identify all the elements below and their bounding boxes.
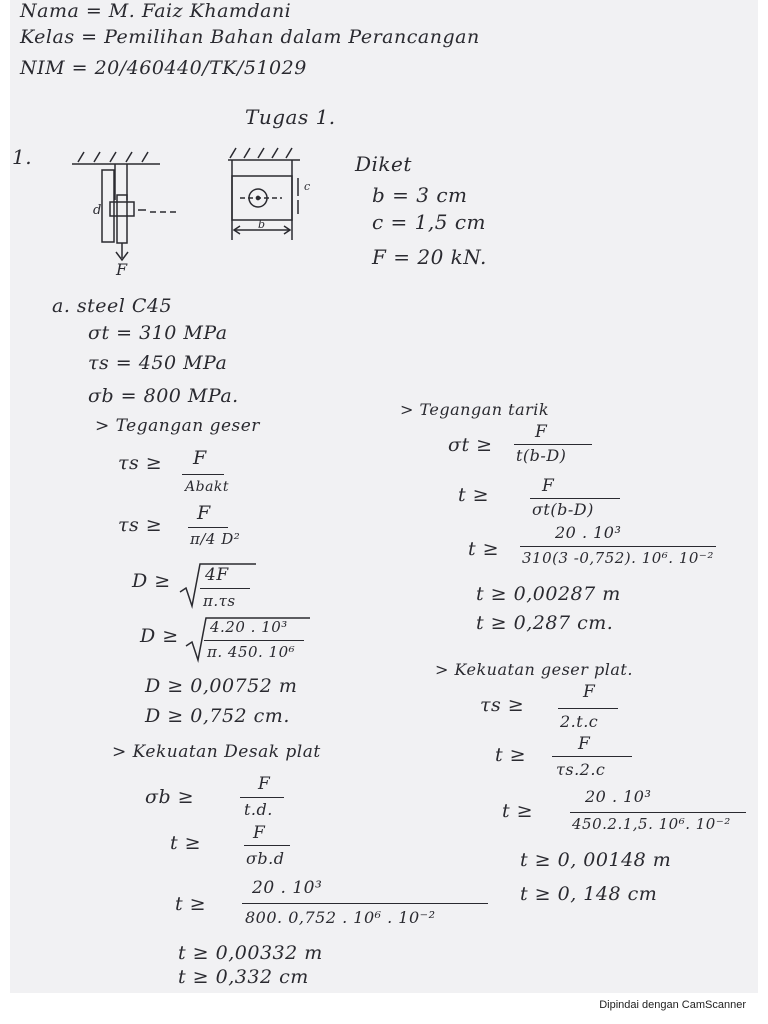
fraction-bar xyxy=(530,498,620,499)
shear-l4-den: π. 450. 10⁶ xyxy=(207,643,296,661)
tension-l2-num: F xyxy=(542,476,555,496)
fraction-bar xyxy=(570,812,746,813)
plate-shear-l2-lhs: t ≥ xyxy=(495,744,527,766)
diagram-force-label: F xyxy=(116,260,128,279)
tension-result-cm: t ≥ 0,287 cm. xyxy=(476,612,614,634)
shear-l4-num: 4.20 . 10³ xyxy=(210,618,288,636)
fraction-bar xyxy=(552,756,632,757)
material-tau-s: τs = 450 MPa xyxy=(88,352,228,374)
shear-l1-den: Abakt xyxy=(185,479,230,495)
shear-l2-num: F xyxy=(197,502,211,524)
fraction-bar xyxy=(514,444,592,445)
pin-joint-diagram xyxy=(60,140,390,290)
bearing-heading: > Kekuatan Desak plat xyxy=(112,742,321,762)
diagram-c-label: c xyxy=(304,180,311,193)
tension-result-m: t ≥ 0,00287 m xyxy=(476,583,621,605)
bearing-l2-num: F xyxy=(253,823,266,843)
fraction-bar xyxy=(242,903,488,904)
tension-l3-lhs: t ≥ xyxy=(468,538,500,560)
bearing-l3-lhs: t ≥ xyxy=(175,893,207,915)
plate-shear-l1-lhs: τs ≥ xyxy=(480,694,525,716)
scan-footer xyxy=(0,993,768,1024)
bearing-l3-den: 800. 0,752 . 10⁶ . 10⁻² xyxy=(245,908,436,927)
shear-l3-num: 4F xyxy=(205,565,229,585)
plate-shear-l2-num: F xyxy=(578,734,591,754)
material-sigma-b: σb = 800 MPa. xyxy=(88,385,239,407)
fraction-bar xyxy=(204,640,304,641)
bearing-l1-lhs: σb ≥ xyxy=(145,786,195,808)
plate-shear-result-cm: t ≥ 0, 148 cm xyxy=(520,883,658,905)
diket-c: c = 1,5 cm xyxy=(372,210,487,234)
diket-b: b = 3 cm xyxy=(372,183,468,207)
plate-shear-result-m: t ≥ 0, 00148 m xyxy=(520,849,672,871)
shear-heading: > Tegangan geser xyxy=(95,416,260,436)
header-nim: NIM = 20/460440/TK/51029 xyxy=(20,57,307,79)
material-sigma-t: σt = 310 MPa xyxy=(88,322,228,344)
diket-heading: Diket xyxy=(355,152,412,176)
diagram-d-label: d xyxy=(93,203,102,218)
plate-shear-l2-den: τs.2.c xyxy=(556,760,606,779)
bearing-l2-den: σb.d xyxy=(246,849,285,868)
plate-shear-heading: > Kekuatan geser plat. xyxy=(435,660,633,679)
tension-l1-lhs: σt ≥ xyxy=(448,434,493,456)
tension-l3-den: 310(3 -0,752). 10⁶. 10⁻² xyxy=(522,549,714,567)
bearing-result-m: t ≥ 0,00332 m xyxy=(178,942,323,964)
plate-shear-l1-num: F xyxy=(583,682,596,702)
scanner-watermark: Dipindai dengan CamScanner xyxy=(599,999,746,1011)
fraction-bar xyxy=(558,708,618,709)
shear-l1-lhs: τs ≥ xyxy=(118,452,163,474)
tension-heading: > Tegangan tarik xyxy=(400,400,550,419)
plate-shear-l1-den: 2.t.c xyxy=(560,712,599,731)
bearing-result-cm: t ≥ 0,332 cm xyxy=(178,966,309,988)
diket-force: F = 20 kN. xyxy=(372,245,487,269)
plate-shear-l3-lhs: t ≥ xyxy=(502,800,534,822)
bearing-l1-num: F xyxy=(258,774,271,794)
fraction-bar xyxy=(240,797,284,798)
fraction-bar xyxy=(200,588,250,589)
fraction-bar xyxy=(520,546,716,547)
shear-l1-num: F xyxy=(193,447,207,469)
shear-l3-lhs: D ≥ xyxy=(132,570,171,592)
page-title: Tugas 1. xyxy=(245,105,336,129)
tension-l1-den: t(b-D) xyxy=(516,446,567,465)
shear-result-m: D ≥ 0,00752 m xyxy=(145,675,298,697)
fraction-bar xyxy=(182,474,224,475)
plate-shear-l3-num: 20 . 10³ xyxy=(585,787,652,806)
fraction-bar xyxy=(188,527,228,528)
fraction-bar xyxy=(244,845,290,846)
bearing-l2-lhs: t ≥ xyxy=(170,832,202,854)
bearing-l1-den: t.d. xyxy=(244,800,273,819)
tension-l1-num: F xyxy=(535,422,548,442)
tension-l2-den: σt(b-D) xyxy=(532,500,594,519)
tension-l3-num: 20 . 10³ xyxy=(555,523,622,542)
tension-l2-lhs: t ≥ xyxy=(458,484,490,506)
shear-l3-den: π.τs xyxy=(203,592,236,610)
shear-l2-den: π/4 D² xyxy=(190,530,241,548)
shear-l2-lhs: τs ≥ xyxy=(118,514,163,536)
bearing-l3-num: 20 . 10³ xyxy=(252,878,323,898)
plate-shear-l3-den: 450.2.1,5. 10⁶. 10⁻² xyxy=(572,815,731,833)
header-nama: Nama = M. Faiz Khamdani xyxy=(20,0,292,22)
header-kelas: Kelas = Pemilihan Bahan dalam Perancangan xyxy=(20,26,480,48)
problem-number: 1. xyxy=(12,145,33,169)
diagram-b-label: b xyxy=(258,218,266,231)
material-heading: a. steel C45 xyxy=(52,295,173,317)
shear-result-cm: D ≥ 0,752 cm. xyxy=(145,705,290,727)
shear-l4-lhs: D ≥ xyxy=(140,625,179,647)
